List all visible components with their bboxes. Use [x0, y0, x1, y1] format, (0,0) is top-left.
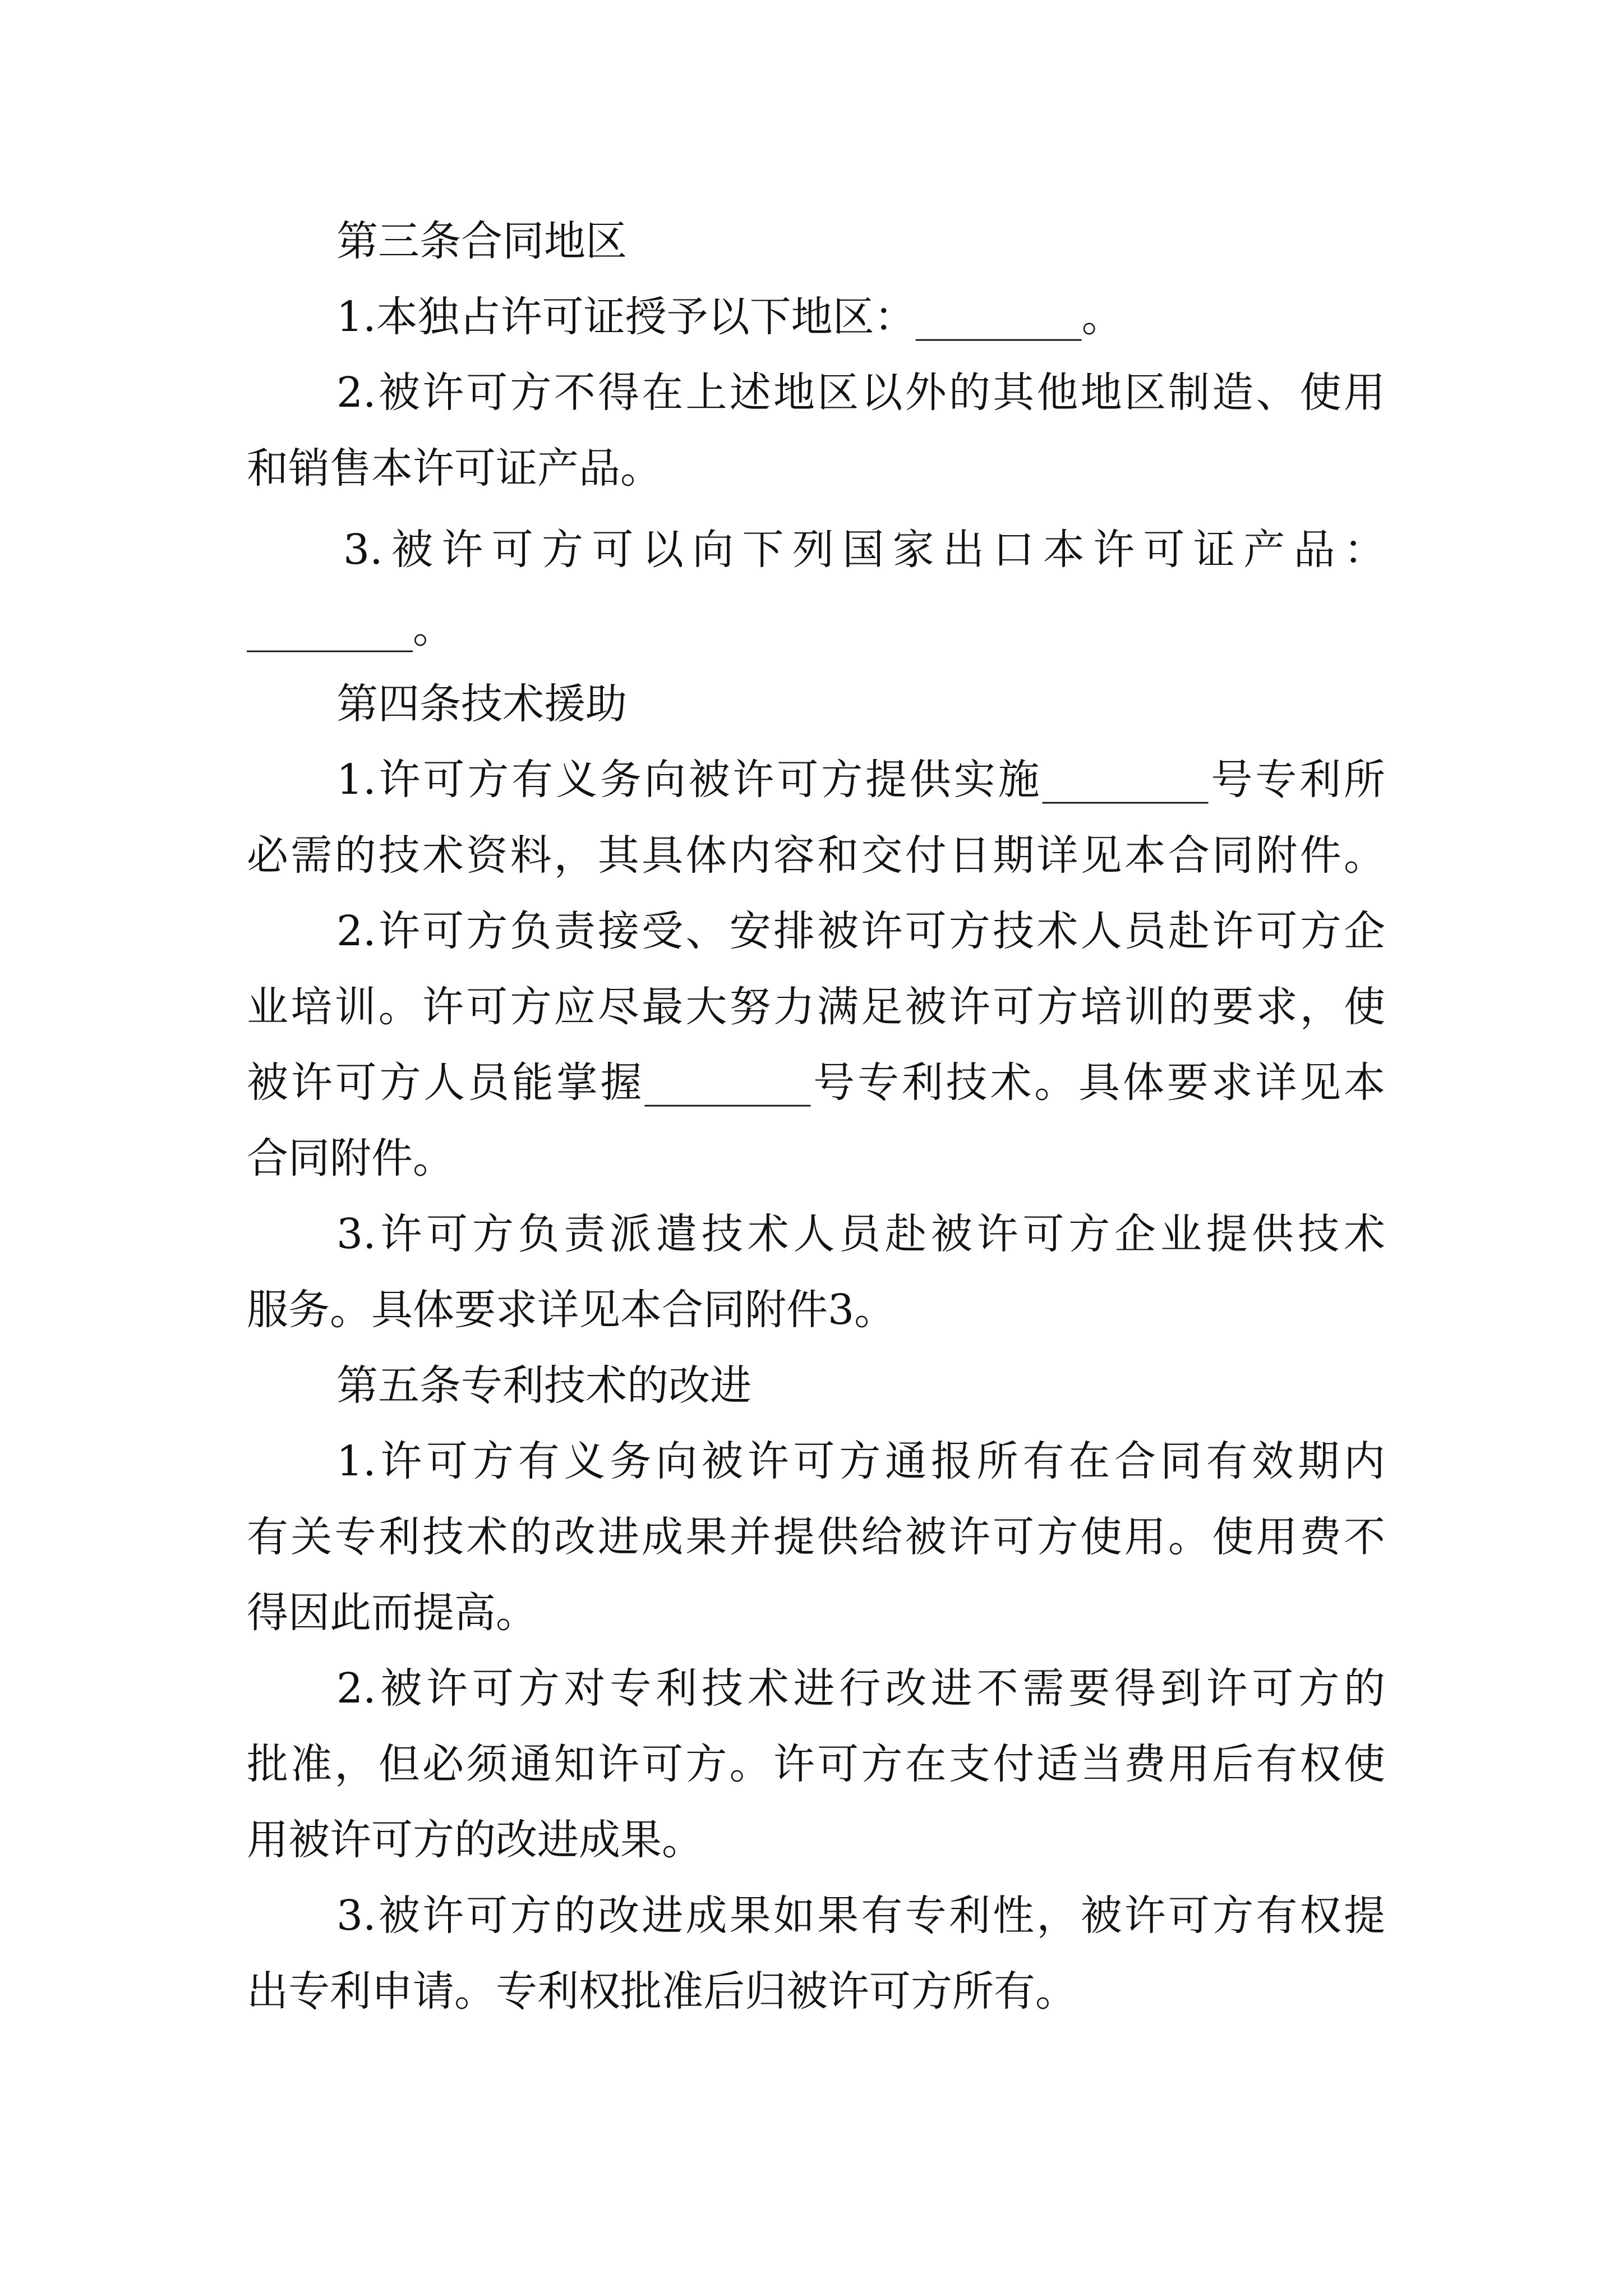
- article-4-clause-3-line-1: 3.许可方负责派遣技术人员赴被许可方企业提供技术: [336, 1210, 1385, 1258]
- article-4-clause-2-line-3: 被许可方人员能掌握________号专利技术。具体要求详见本: [247, 1059, 1385, 1107]
- article-5-clause-1-line-2: 有关专利技术的改进成果并提供给被许可方使用。使用费不: [247, 1513, 1385, 1561]
- article-5-clause-1-line-3: 得因此而提高。: [247, 1589, 537, 1637]
- article-3-clause-3-line-1: 3.被许可方可以向下列国家出口本许可证产品：: [343, 526, 1385, 574]
- article-5-clause-3-line-1: 3.被许可方的改进成果如果有专利性，被许可方有权提: [336, 1892, 1385, 1940]
- article-3-clause-1: 1.本独占许可证授予以下地区：________。: [336, 293, 1123, 341]
- article-4-clause-2-line-4: 合同附件。: [247, 1134, 454, 1182]
- article-5-clause-2-line-1: 2.被许可方对专利技术进行改进不需要得到许可方的: [336, 1664, 1385, 1713]
- article-4-clause-1-line-2: 必需的技术资料，其具体内容和交付日期详见本合同附件。: [247, 831, 1385, 880]
- article-4-clause-2-line-1: 2.许可方负责接受、安排被许可方技术人员赴许可方企: [336, 907, 1385, 955]
- article-5-clause-2-line-2: 批准，但必须通知许可方。许可方在支付适当费用后有权使: [247, 1740, 1385, 1788]
- article-3-clause-3-line-2: ________。: [247, 604, 454, 652]
- article-5-heading: 第五条专利技术的改进: [336, 1361, 751, 1410]
- article-4-heading: 第四条技术援助: [336, 680, 627, 728]
- article-4-clause-3-line-2: 服务。具体要求详见本合同附件3。: [247, 1286, 896, 1334]
- article-4-clause-2-line-2: 业培训。许可方应尽最大努力满足被许可方培训的要求，使: [247, 983, 1385, 1031]
- article-3-clause-2-line-2: 和销售本许可证产品。: [247, 444, 662, 493]
- article-3-heading: 第三条合同地区: [336, 217, 627, 265]
- article-5-clause-2-line-3: 用被许可方的改进成果。: [247, 1816, 703, 1864]
- article-5-clause-3-line-2: 出专利申请。专利权批准后归被许可方所有。: [247, 1967, 1077, 2016]
- article-4-clause-1-line-1: 1.许可方有义务向被许可方提供实施________号专利所: [336, 756, 1385, 804]
- article-3-clause-2-line-1: 2.被许可方不得在上述地区以外的其他地区制造、使用: [336, 369, 1385, 417]
- article-5-clause-1-line-1: 1.许可方有义务向被许可方通报所有在合同有效期内: [336, 1437, 1385, 1485]
